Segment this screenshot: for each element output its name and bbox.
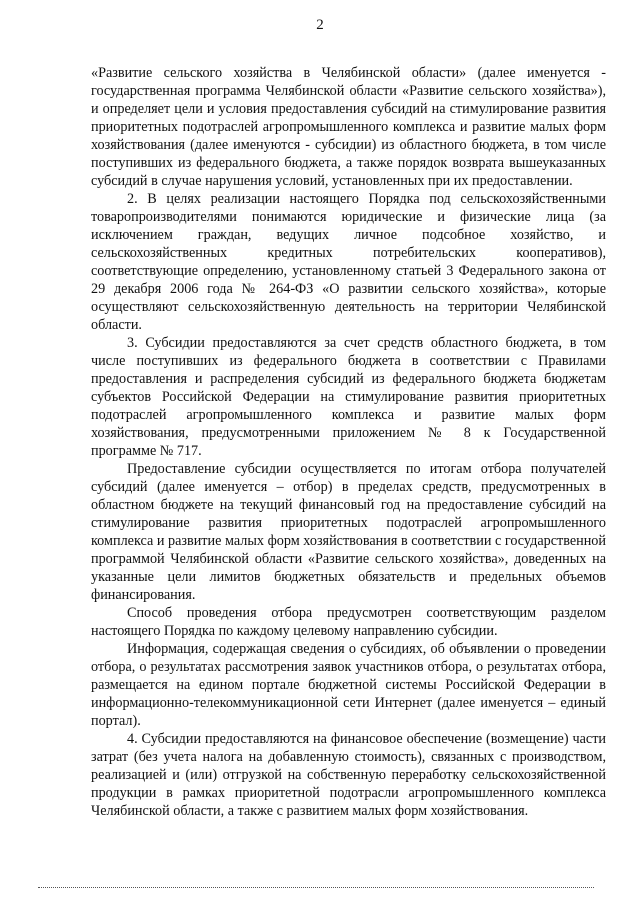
page-number: 2 <box>316 17 324 33</box>
paragraph-item-3: 3. Субсидии предоставляются за счет средств областного бюджета, в том числе поступивших из федерального бюджета в соответствии с Правилами предоставления и распределения субсидий из федерального бюджета бюджетам субъектов Российской Федерации на стимулирование развития приоритетных подотраслей агропромышленного комплекса и развитие малых форм хозяйствования, предусмотренными приложением № 8 к Государственной программе № 717. <box>91 335 606 459</box>
paragraph-selection-info: Предоставление субсидии осуществляется по итогам отбора получателей субсидий (далее именуется – отбор) в пределах средств, предусмотренных в областном бюджете на текущий финансовый год на предоставление субсидий на стимулирование развития приоритетных подотраслей агропромышленного комплекса и развитие малых форм хозяйствования в соответствии с государственной программой Челябинской области «Развитие сельского хозяйства», доведенных на указанные цели лимитов бюджетных обязательств и предельных объемов финансирования. <box>91 461 606 603</box>
footer-divider <box>38 887 594 888</box>
paragraph-item-2: 2. В целях реализации настоящего Порядка под сельскохозяйственными товаропроизводителями понимаются юридические и физические лица (за исключением граждан, ведущих личное подсобное хозяйство, и сельскохозяйственных кредитных потребительских кооперативов), соответствующие определению, установленному статьей 3 Федерального закона от 29 декабря 2006 года № 264-ФЗ «О развитии сельского хозяйства», которые осуществляют сельскохозяйственную деятельность на территории Челябинской области. <box>91 191 606 333</box>
document-body <box>91 64 606 820</box>
paragraph-item-4: 4. Субсидии предоставляются на финансовое обеспечение (возмещение) части затрат (без учета налога на добавленную стоимость), связанных с производством, реализацией и (или) отгрузкой на собственную переработку сельскохозяйственной продукции в рамках приоритетной подотрасли агропромышленного комплекса Челябинской области, а также с развитием малых форм хозяйствования. <box>91 731 606 819</box>
paragraph-continuation: «Развитие сельского хозяйства в Челябинской области» (далее именуется - государственная программа Челябинской области «Развитие сельского хозяйства»), и определяет цели и условия предоставления субсидий на стимулирование развития приоритетных подотраслей агропромышленного комплекса и развитие малых форм хозяйствования (далее именуются - субсидии) из областного бюджета, в том числе поступивших из федерального бюджета, а также порядок возврата вышеуказанных субсидий в случае нарушения условий, установленных при их предоставлении. <box>91 65 606 189</box>
paragraph-portal-info: Информация, содержащая сведения о субсидиях, об объявлении о проведении отбора, о результатах рассмотрения заявок участников отбора, о результатах отбора, размещается на едином портале бюджетной системы Российской Федерации в информационно-телекоммуникационной сети Интернет (далее именуется – единый портал). <box>91 641 606 729</box>
paragraph-selection-method: Способ проведения отбора предусмотрен соответствующим разделом настоящего Порядка по каждому целевому направлению субсидии. <box>91 605 606 639</box>
